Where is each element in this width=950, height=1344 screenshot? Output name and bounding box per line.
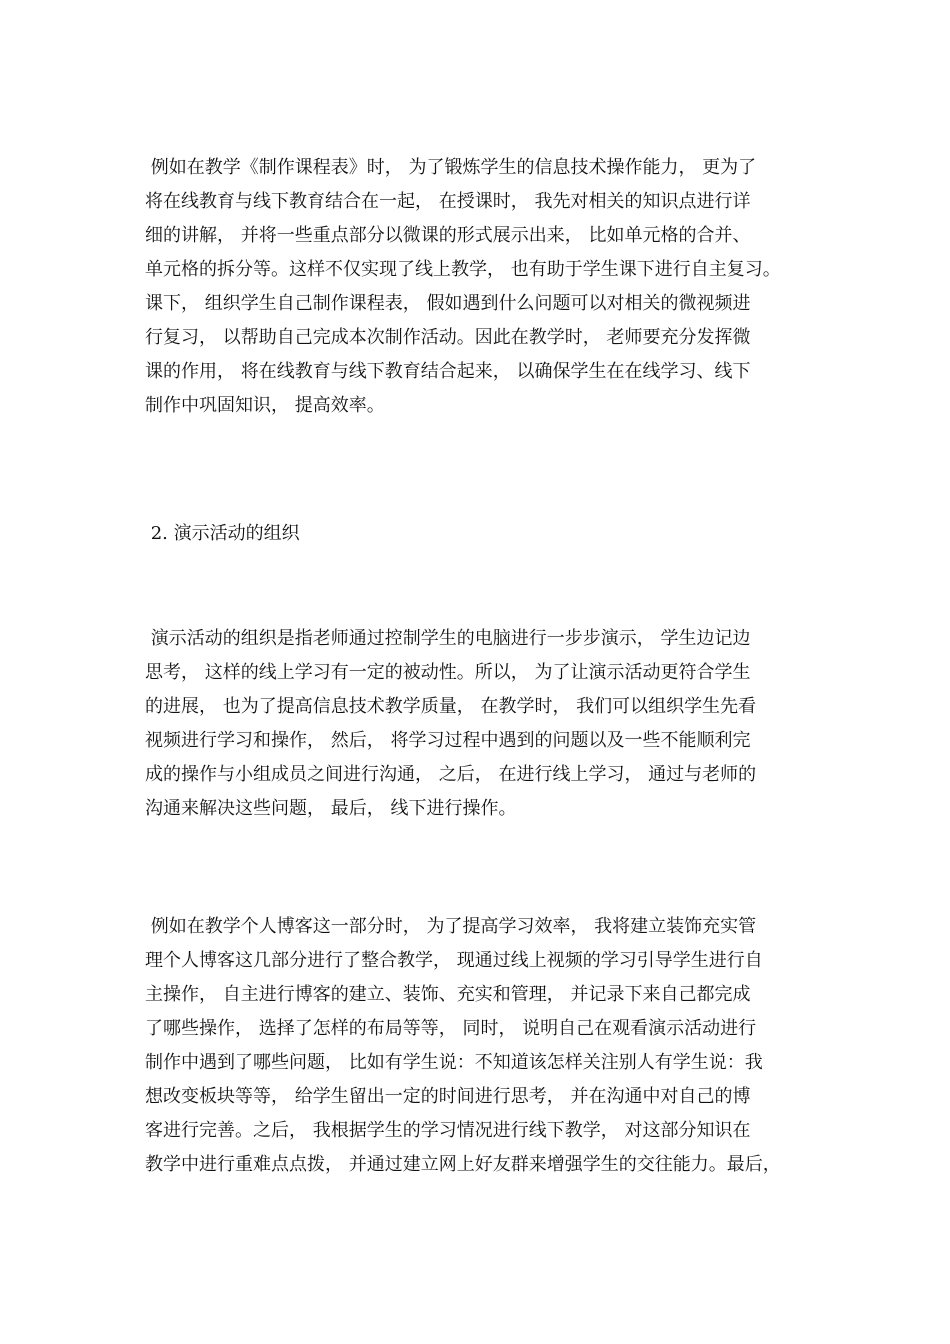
text-line: 思考， 这样的线上学习有一定的被动性。所以， 为了让演示活动更符合学生 <box>145 662 751 683</box>
paragraph-personal-blog <box>145 910 835 1182</box>
text-line: 想改变板块等等， 给学生留出一定的时间进行思考， 并在沟通中对自己的博 <box>145 1086 751 1107</box>
text-line: 成的操作与小组成员之间进行沟通， 之后， 在进行线上学习， 通过与老师的 <box>145 764 757 785</box>
text-line: 视频进行学习和操作， 然后， 将学习过程中遇到的问题以及一些不能顺利完 <box>145 730 751 751</box>
text-line: 客进行完善。之后， 我根据学生的学习情况进行线下教学， 对这部分知识在 <box>145 1120 751 1141</box>
text-line: 教学中进行重难点点拨， 并通过建立网上好友群来增强学生的交往能力。最后， <box>145 1154 781 1175</box>
text-line: 行复习， 以帮助自己完成本次制作活动。因此在教学时， 老师要充分发挥微 <box>145 327 751 348</box>
text-line: 演示活动的组织是指老师通过控制学生的电脑进行一步步演示， 学生边记边 <box>145 628 751 649</box>
text-line: 主操作， 自主进行博客的建立、装饰、充实和管理， 并记录下来自己都完成 <box>145 984 751 1005</box>
paragraph-course-schedule <box>145 151 835 423</box>
section-heading <box>145 517 835 551</box>
text-line: 课下， 组织学生自己制作课程表， 假如遇到什么问题可以对相关的微视频进 <box>145 293 751 314</box>
text-line: 理个人博客这几部分进行了整合教学， 现通过线上视频的学习引导学生进行自 <box>145 950 763 971</box>
text-line: 制作中遇到了哪些问题， 比如有学生说：不知道该怎样关注别人有学生说：我 <box>145 1052 763 1073</box>
heading-text: 2. 演示活动的组织 <box>145 523 300 544</box>
text-line: 例如在教学《制作课程表》时， 为了锻炼学生的信息技术操作能力， 更为了 <box>145 157 757 178</box>
text-line: 细的讲解， 并将一些重点部分以微课的形式展示出来， 比如单元格的合并、 <box>145 225 751 246</box>
paragraph-demo-activity <box>145 622 835 826</box>
text-line: 将在线教育与线下教育结合在一起， 在授课时， 我先对相关的知识点进行详 <box>145 191 751 212</box>
text-line: 的进展， 也为了提高信息技术教学质量， 在教学时， 我们可以组织学生先看 <box>145 696 757 717</box>
text-line: 课的作用， 将在线教育与线下教育结合起来， 以确保学生在在线学习、线下 <box>145 361 751 382</box>
text-line: 单元格的拆分等。这样不仅实现了线上教学， 也有助于学生课下进行自主复习。 <box>145 259 781 280</box>
text-line: 制作中巩固知识， 提高效率。 <box>145 395 385 416</box>
text-line: 沟通来解决这些问题， 最后， 线下进行操作。 <box>145 798 517 819</box>
text-line: 例如在教学个人博客这一部分时， 为了提高学习效率， 我将建立装饰充实管 <box>145 916 757 937</box>
text-line: 了哪些操作， 选择了怎样的布局等等， 同时， 说明自己在观看演示活动进行 <box>145 1018 757 1039</box>
